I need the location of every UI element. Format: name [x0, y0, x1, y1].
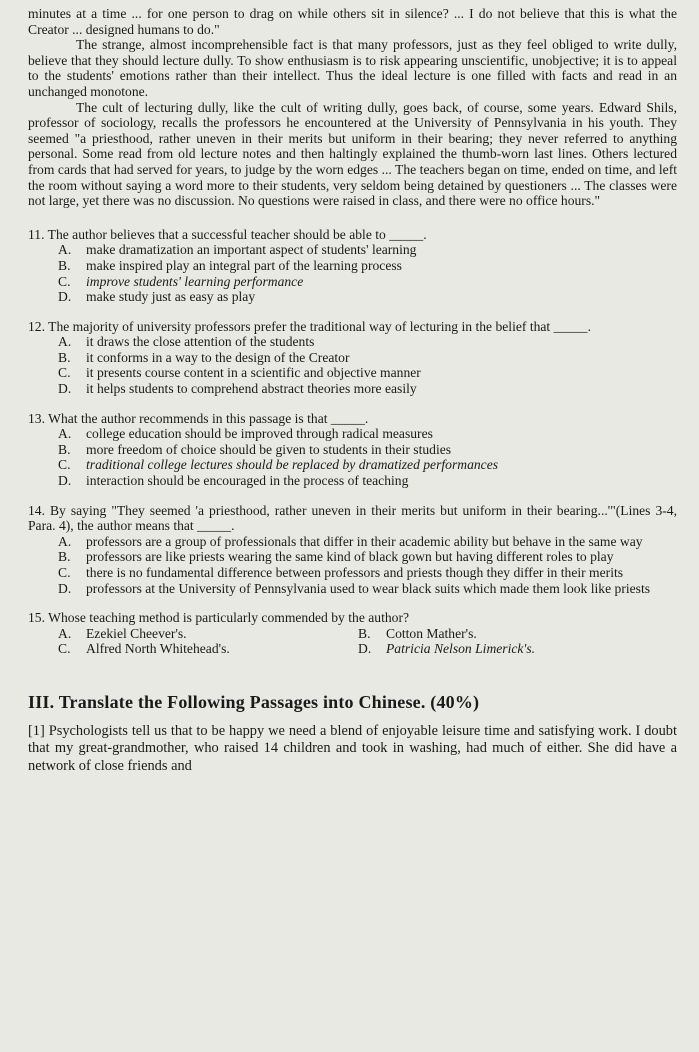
question-15 [28, 610, 677, 657]
option-b[interactable]: B. professors are like priests wearing the same kind of black gown but having different roles to play [58, 549, 614, 565]
passage-paragraph: The cult of lecturing dully, like the cult of writing dully, goes back, of course, some years. Edward Shils, professor of sociology, recalls the professors he encountered at the University of Pennsylvania in his youth. They seemed "a priesthood, rather uneven in their merits but uniform in their bearing; they never referred to anything personal. Some read from old lecture notes and then haltingly explained the thumb-worn last lines. Others lectured from cards that had served for years, to judge by the worn edges ... The teachers began on time, ended on time, and left the room without saying a word more to their students, very seldom being detained by questioners ... The classes were not large, yet there was no discussion. No questions were raised in class, and there were no office hours." [28, 99, 677, 209]
option-c[interactable]: C. Alfred North Whitehead's. [58, 641, 230, 657]
option-b[interactable]: B. Cotton Mather's. [358, 625, 477, 641]
option-a[interactable]: A. Ezekiel Cheever's. [58, 625, 187, 641]
question-stem: 14. By saying "They seemed 'a priesthood, rather uneven in their merits but uniform in their bearing...'"(Lines 3-4, Para. 4), the author means that _____. [28, 502, 677, 534]
option-c[interactable]: C. improve students' learning performance [58, 273, 304, 289]
option-b[interactable]: B. it conforms in a way to the design of the Creator [58, 349, 350, 365]
option-d[interactable]: D. make study just as easy as play [58, 289, 256, 305]
question-12 [28, 319, 677, 397]
question-stem: 12. The majority of university professors prefer the traditional way of lecturing in the belief that _____. [28, 318, 591, 334]
option-d[interactable]: D. professors at the University of Pennsylvania used to wear black suits which made them look like priests [58, 580, 651, 596]
option-d[interactable]: D. it helps students to comprehend abstract theories more easily [58, 381, 417, 397]
option-c[interactable]: C. it presents course content in a scientific and objective manner [58, 365, 421, 381]
option-c[interactable]: C. there is no fundamental difference between professors and priests though they differ in their merits [58, 565, 624, 580]
question-stem: 11. The author believes that a successful teacher should be able to _____. [28, 226, 427, 242]
option-b[interactable]: B. make inspired play an integral part of the learning process [58, 257, 402, 273]
question-14 [28, 503, 677, 597]
section-title: III. Translate the Following Passages into Chinese. (40%) [28, 691, 480, 712]
question-11 [28, 227, 677, 305]
question-13 [28, 411, 677, 489]
passage-paragraph: minutes at a time ... for one person to drag on while others sit in silence? ... I do not believe that this is what the Creator ... designed humans to do." [28, 6, 677, 37]
option-d[interactable]: D. interaction should be encouraged in the process of teaching [58, 473, 409, 489]
option-a[interactable]: A. it draws the close attention of the students [58, 334, 315, 350]
option-a[interactable]: A. make dramatization an important aspect of students' learning [58, 242, 417, 258]
question-stem: 13. What the author recommends in this passage is that _____. [28, 410, 369, 426]
option-d[interactable]: D. Patricia Nelson Limerick's. [358, 641, 536, 657]
option-c[interactable]: C. traditional college lectures should be replaced by dramatized performances [58, 457, 499, 473]
option-a[interactable]: A. professors are a group of professionals that differ in their academic ability but behave in the same way [58, 533, 643, 549]
option-a[interactable]: A. college education should be improved through radical measures [58, 426, 433, 442]
option-b[interactable]: B. more freedom of choice should be given to students in their studies [58, 441, 452, 457]
question-stem: 15. Whose teaching method is particularly commended by the author? [28, 610, 410, 626]
translation-passage: [1] Psychologists tell us that to be happy we need a blend of enjoyable leisure time and satisfying work. I doubt that my great-grandmother, who raised 14 children and took in washing, had much of either. She did have a network of close friends and [28, 722, 677, 774]
passage-paragraph: The strange, almost incomprehensible fact is that many professors, just as they feel obliged to write dully, believe that they should lecture dully. To show enthusiasm is to risk appearing unscientific, unobjective; it is to appeal to the students' emotions rather than their intellect. Thus the ideal lecture is one filled with facts and read in an unchanged monotone. [28, 37, 677, 99]
